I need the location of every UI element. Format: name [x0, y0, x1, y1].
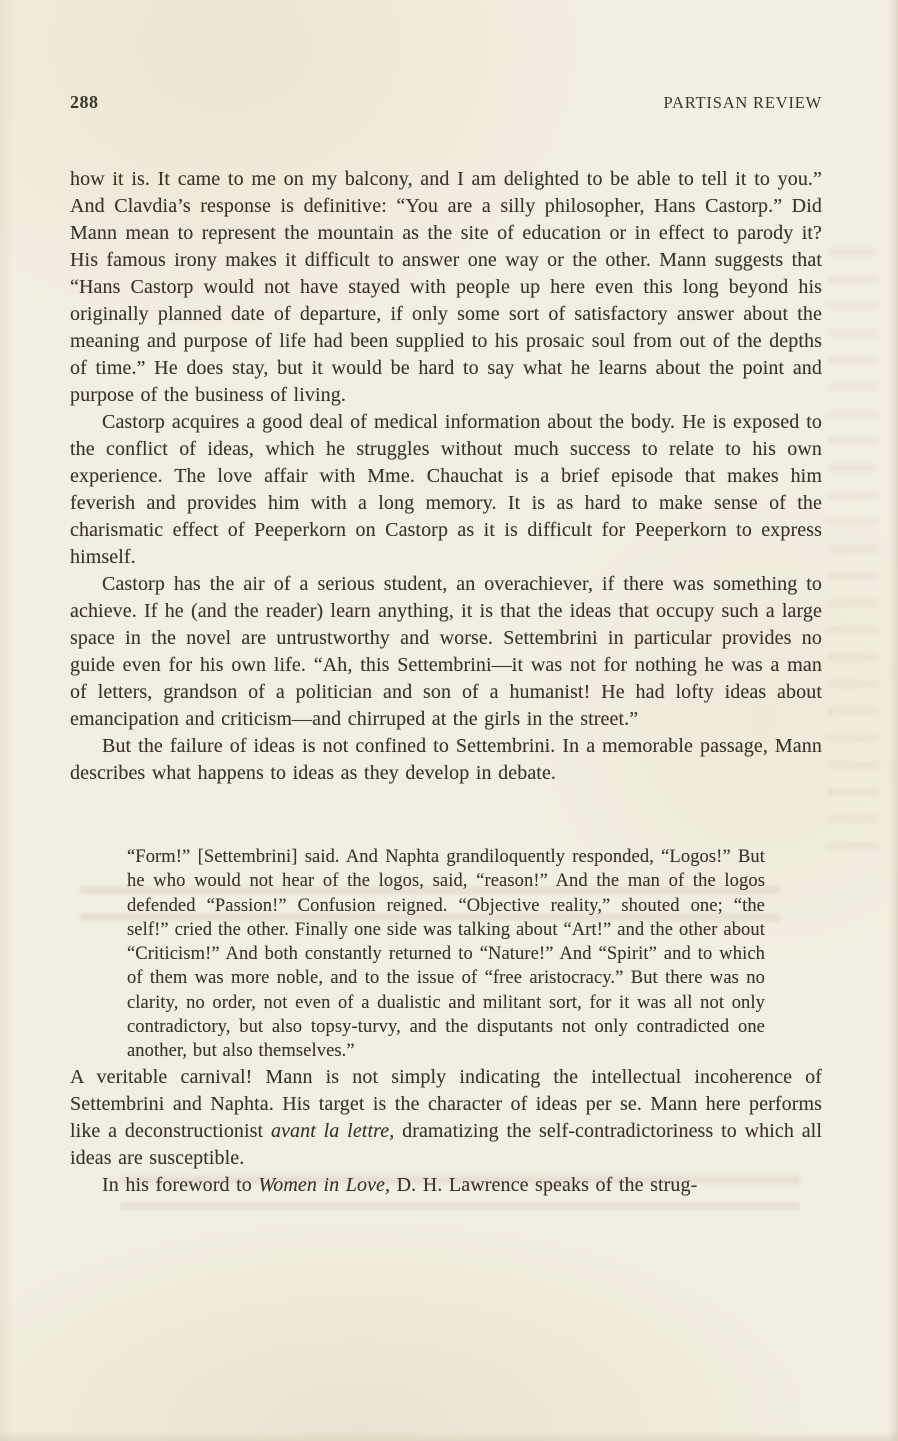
paragraph: But the failure of ideas is not confined to Settembrini. In a memorable passage, Mann describes what happens to ideas as they develop in debate.: [70, 735, 822, 784]
paragraph-continuation: how it is. It came to me on my balcony, and I am delighted to be able to tell it to you.” And Clavdia’s response is definitive: “You are a silly philosopher, Hans Castorp.” Did Mann mean to represent the mountain as the site of education or in effect to parody it? His famous irony makes it difficult to answer one way or the other. Mann suggests that “Hans Castorp would not have stayed with people up here even this long beyond his originally planned date of departure, if only some sort of satisfactory answer about the meaning and purpose of life had been supplied to his prosaic soul from out of the depths of time.” He does stay, but it would be hard to say what he learns about the point and purpose of the business of living.: [70, 168, 822, 406]
running-head: [70, 92, 822, 113]
body-text: [70, 166, 822, 1199]
page-number: 288: [70, 92, 99, 112]
bleed-through-texture: [828, 240, 878, 860]
italic-book-title: Women in Love,: [258, 1173, 391, 1196]
paragraph: Castorp has the air of a serious student, an overachiever, if there was something to achieve. If he (and the reader) learn anything, it is that the ideas that occupy such a large space in the novel are untrustworthy and worse. Settembrini in particular provides no guide even for his own life. “Ah, this Settembrini—it was not for nothing he was a man of letters, grandson of a politician and son of a humanist! He had lofty ideas about emancipation and criticism—and chirruped at the girls in the street.”: [70, 573, 822, 730]
paragraph-text: In his foreword to: [102, 1173, 259, 1196]
paragraph: Castorp acquires a good deal of medical information about the body. He is exposed to the conflict of ideas, which he struggles without much success to relate to his own experience. The love affair with Mme. Chauchat is a brief episode that makes him feverish and provides him with a long memory. It is as hard to make sense of the charismatic effect of Peeperkorn on Castorp as it is difficult for Peeperkorn to express himself.: [70, 411, 822, 568]
paragraph: [70, 1064, 822, 1172]
paragraph-text: dramatizing the self-contradictoriness to which all ideas are susceptible.: [70, 1119, 822, 1169]
paragraph-text: D. H. Lawrence speaks of the strug-: [390, 1173, 698, 1196]
block-quote: “Form!” [Settembrini] said. And Naphta grandiloquently responded, “Logos!” But he who would not hear of the logos, said, “reason!” And the man of the logos defended “Passion!” Confusion reigned. “Objective reality,” shouted one; “the self!” cried the other. Finally one side was talking about “Art!” and the other about “Criticism!” And both constantly returned to “Nature!” And “Spirit” and to which of them was more noble, and to the issue of “free aristocracy.” But there was no clarity, no order, not even of a dualistic and militant sort, for it was all not only contradictory, but also topsy-turvy, and the disputants not only contradicted one another, but also themselves.”: [127, 847, 765, 1062]
paragraph-text: A veritable carnival! Mann is not simply indicating the intellectual incoherence of Settembrini and Naphta. His target is the character of ideas per se. Mann here performs like a deconstructionist: [70, 1065, 822, 1142]
journal-title: PARTISAN REVIEW: [663, 93, 822, 112]
paragraph: [70, 1172, 822, 1199]
italic-phrase: avant la lettre,: [270, 1119, 395, 1142]
